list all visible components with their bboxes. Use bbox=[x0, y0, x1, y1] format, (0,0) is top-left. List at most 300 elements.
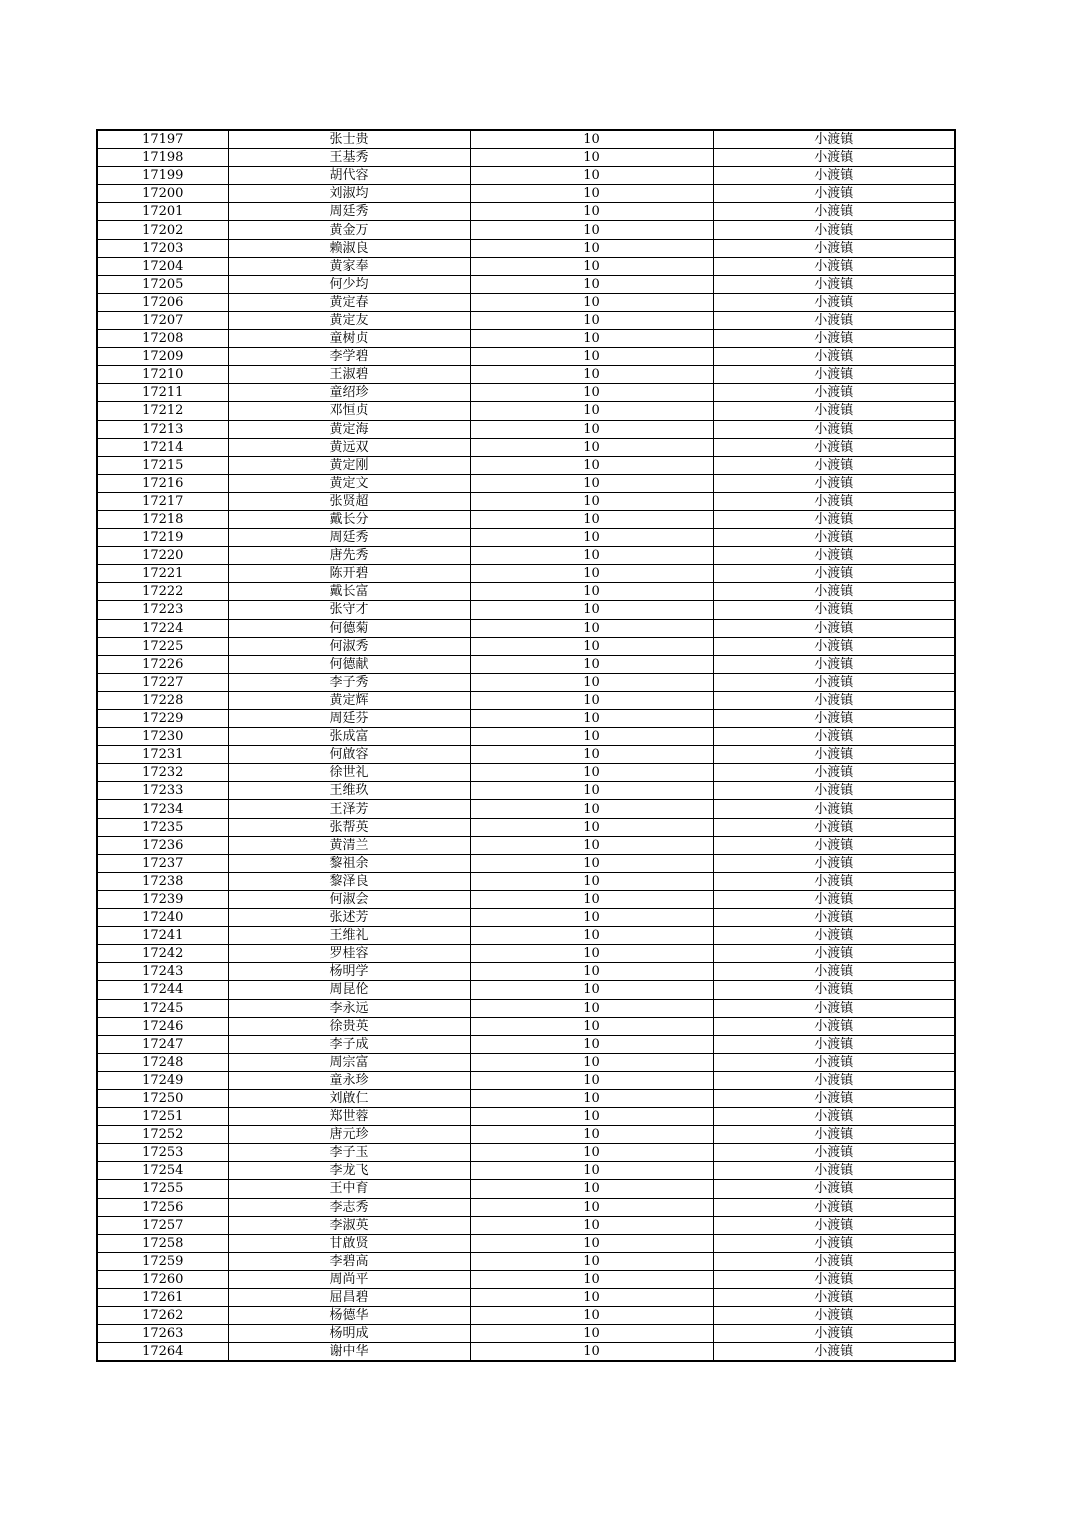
serial-number-cell: 17205 bbox=[97, 275, 228, 293]
name-cell: 戴长富 bbox=[228, 583, 470, 601]
serial-number-cell: 17240 bbox=[97, 909, 228, 927]
amount-cell: 10 bbox=[470, 348, 713, 366]
town-cell: 小渡镇 bbox=[713, 710, 955, 728]
amount-cell: 10 bbox=[470, 1162, 713, 1180]
serial-number-cell: 17247 bbox=[97, 1035, 228, 1053]
town-cell: 小渡镇 bbox=[713, 746, 955, 764]
serial-number-cell: 17218 bbox=[97, 510, 228, 528]
name-cell: 王中育 bbox=[228, 1180, 470, 1198]
town-cell: 小渡镇 bbox=[713, 1162, 955, 1180]
serial-number-cell: 17201 bbox=[97, 203, 228, 221]
table-row bbox=[97, 655, 955, 673]
serial-number-cell: 17251 bbox=[97, 1108, 228, 1126]
name-cell: 黄金万 bbox=[228, 221, 470, 239]
town-cell: 小渡镇 bbox=[713, 130, 955, 149]
amount-cell: 10 bbox=[470, 456, 713, 474]
town-cell: 小渡镇 bbox=[713, 167, 955, 185]
serial-number-cell: 17225 bbox=[97, 637, 228, 655]
table-row bbox=[97, 1325, 955, 1343]
name-cell: 童绍珍 bbox=[228, 384, 470, 402]
amount-cell: 10 bbox=[470, 909, 713, 927]
amount-cell: 10 bbox=[470, 1035, 713, 1053]
name-cell: 何淑秀 bbox=[228, 637, 470, 655]
name-cell: 张守才 bbox=[228, 601, 470, 619]
table-row bbox=[97, 909, 955, 927]
serial-number-cell: 17212 bbox=[97, 402, 228, 420]
amount-cell: 10 bbox=[470, 1252, 713, 1270]
amount-cell: 10 bbox=[470, 1234, 713, 1252]
table-row bbox=[97, 1053, 955, 1071]
amount-cell: 10 bbox=[470, 1198, 713, 1216]
name-cell: 黄家奉 bbox=[228, 257, 470, 275]
amount-cell: 10 bbox=[470, 1144, 713, 1162]
table-row bbox=[97, 746, 955, 764]
serial-number-cell: 17220 bbox=[97, 547, 228, 565]
table-row bbox=[97, 510, 955, 528]
table-row bbox=[97, 384, 955, 402]
table-row bbox=[97, 890, 955, 908]
serial-number-cell: 17254 bbox=[97, 1162, 228, 1180]
amount-cell: 10 bbox=[470, 529, 713, 547]
amount-cell: 10 bbox=[470, 673, 713, 691]
table-row bbox=[97, 311, 955, 329]
name-cell: 戴长分 bbox=[228, 510, 470, 528]
name-cell: 何少均 bbox=[228, 275, 470, 293]
table-row bbox=[97, 601, 955, 619]
serial-number-cell: 17221 bbox=[97, 565, 228, 583]
town-cell: 小渡镇 bbox=[713, 1216, 955, 1234]
name-cell: 周廷芬 bbox=[228, 710, 470, 728]
town-cell: 小渡镇 bbox=[713, 348, 955, 366]
town-cell: 小渡镇 bbox=[713, 510, 955, 528]
serial-number-cell: 17260 bbox=[97, 1270, 228, 1288]
roster-table-body bbox=[97, 130, 955, 1361]
serial-number-cell: 17256 bbox=[97, 1198, 228, 1216]
table-row bbox=[97, 945, 955, 963]
town-cell: 小渡镇 bbox=[713, 999, 955, 1017]
town-cell: 小渡镇 bbox=[713, 275, 955, 293]
table-row bbox=[97, 1216, 955, 1234]
amount-cell: 10 bbox=[470, 438, 713, 456]
name-cell: 王泽芳 bbox=[228, 800, 470, 818]
serial-number-cell: 17199 bbox=[97, 167, 228, 185]
serial-number-cell: 17197 bbox=[97, 130, 228, 149]
name-cell: 李龙飞 bbox=[228, 1162, 470, 1180]
serial-number-cell: 17248 bbox=[97, 1053, 228, 1071]
name-cell: 李永远 bbox=[228, 999, 470, 1017]
town-cell: 小渡镇 bbox=[713, 239, 955, 257]
name-cell: 张述芳 bbox=[228, 909, 470, 927]
amount-cell: 10 bbox=[470, 710, 713, 728]
table-row bbox=[97, 981, 955, 999]
name-cell: 王淑碧 bbox=[228, 366, 470, 384]
serial-number-cell: 17253 bbox=[97, 1144, 228, 1162]
town-cell: 小渡镇 bbox=[713, 221, 955, 239]
serial-number-cell: 17234 bbox=[97, 800, 228, 818]
town-cell: 小渡镇 bbox=[713, 149, 955, 167]
amount-cell: 10 bbox=[470, 872, 713, 890]
town-cell: 小渡镇 bbox=[713, 1289, 955, 1307]
table-row bbox=[97, 130, 955, 149]
table-row bbox=[97, 221, 955, 239]
table-row bbox=[97, 203, 955, 221]
table-row bbox=[97, 1035, 955, 1053]
name-cell: 陈开碧 bbox=[228, 565, 470, 583]
amount-cell: 10 bbox=[470, 1180, 713, 1198]
amount-cell: 10 bbox=[470, 130, 713, 149]
name-cell: 张贤超 bbox=[228, 492, 470, 510]
table-row bbox=[97, 1071, 955, 1089]
name-cell: 杨德华 bbox=[228, 1307, 470, 1325]
town-cell: 小渡镇 bbox=[713, 836, 955, 854]
town-cell: 小渡镇 bbox=[713, 1108, 955, 1126]
town-cell: 小渡镇 bbox=[713, 456, 955, 474]
town-cell: 小渡镇 bbox=[713, 420, 955, 438]
serial-number-cell: 17217 bbox=[97, 492, 228, 510]
roster-table bbox=[96, 129, 956, 1362]
town-cell: 小渡镇 bbox=[713, 1343, 955, 1362]
amount-cell: 10 bbox=[470, 492, 713, 510]
town-cell: 小渡镇 bbox=[713, 402, 955, 420]
serial-number-cell: 17231 bbox=[97, 746, 228, 764]
serial-number-cell: 17258 bbox=[97, 1234, 228, 1252]
name-cell: 李淑英 bbox=[228, 1216, 470, 1234]
table-row bbox=[97, 1252, 955, 1270]
town-cell: 小渡镇 bbox=[713, 330, 955, 348]
name-cell: 李学碧 bbox=[228, 348, 470, 366]
table-row bbox=[97, 1234, 955, 1252]
table-row bbox=[97, 1289, 955, 1307]
serial-number-cell: 17214 bbox=[97, 438, 228, 456]
name-cell: 张帮英 bbox=[228, 818, 470, 836]
serial-number-cell: 17226 bbox=[97, 655, 228, 673]
serial-number-cell: 17237 bbox=[97, 854, 228, 872]
amount-cell: 10 bbox=[470, 330, 713, 348]
name-cell: 黄远双 bbox=[228, 438, 470, 456]
town-cell: 小渡镇 bbox=[713, 764, 955, 782]
table-row bbox=[97, 565, 955, 583]
serial-number-cell: 17239 bbox=[97, 890, 228, 908]
name-cell: 赖淑良 bbox=[228, 239, 470, 257]
amount-cell: 10 bbox=[470, 927, 713, 945]
amount-cell: 10 bbox=[470, 1053, 713, 1071]
town-cell: 小渡镇 bbox=[713, 945, 955, 963]
amount-cell: 10 bbox=[470, 601, 713, 619]
table-row bbox=[97, 691, 955, 709]
table-row bbox=[97, 1162, 955, 1180]
name-cell: 李碧高 bbox=[228, 1252, 470, 1270]
name-cell: 周宗富 bbox=[228, 1053, 470, 1071]
table-row bbox=[97, 366, 955, 384]
table-row bbox=[97, 1270, 955, 1288]
serial-number-cell: 17262 bbox=[97, 1307, 228, 1325]
table-row bbox=[97, 529, 955, 547]
amount-cell: 10 bbox=[470, 1126, 713, 1144]
name-cell: 周廷秀 bbox=[228, 529, 470, 547]
name-cell: 周廷秀 bbox=[228, 203, 470, 221]
serial-number-cell: 17219 bbox=[97, 529, 228, 547]
table-row bbox=[97, 854, 955, 872]
serial-number-cell: 17210 bbox=[97, 366, 228, 384]
town-cell: 小渡镇 bbox=[713, 529, 955, 547]
amount-cell: 10 bbox=[470, 420, 713, 438]
town-cell: 小渡镇 bbox=[713, 927, 955, 945]
table-row bbox=[97, 547, 955, 565]
name-cell: 黄定春 bbox=[228, 293, 470, 311]
table-row bbox=[97, 167, 955, 185]
name-cell: 黄定辉 bbox=[228, 691, 470, 709]
table-row bbox=[97, 1017, 955, 1035]
town-cell: 小渡镇 bbox=[713, 601, 955, 619]
town-cell: 小渡镇 bbox=[713, 492, 955, 510]
town-cell: 小渡镇 bbox=[713, 474, 955, 492]
amount-cell: 10 bbox=[470, 655, 713, 673]
amount-cell: 10 bbox=[470, 854, 713, 872]
serial-number-cell: 17261 bbox=[97, 1289, 228, 1307]
serial-number-cell: 17215 bbox=[97, 456, 228, 474]
amount-cell: 10 bbox=[470, 782, 713, 800]
name-cell: 黄定友 bbox=[228, 311, 470, 329]
name-cell: 胡代容 bbox=[228, 167, 470, 185]
serial-number-cell: 17229 bbox=[97, 710, 228, 728]
serial-number-cell: 17208 bbox=[97, 330, 228, 348]
name-cell: 何德菊 bbox=[228, 619, 470, 637]
table-row bbox=[97, 275, 955, 293]
serial-number-cell: 17207 bbox=[97, 311, 228, 329]
table-row bbox=[97, 456, 955, 474]
name-cell: 郑世蓉 bbox=[228, 1108, 470, 1126]
table-row bbox=[97, 330, 955, 348]
serial-number-cell: 17213 bbox=[97, 420, 228, 438]
name-cell: 童树贞 bbox=[228, 330, 470, 348]
serial-number-cell: 17232 bbox=[97, 764, 228, 782]
town-cell: 小渡镇 bbox=[713, 384, 955, 402]
serial-number-cell: 17259 bbox=[97, 1252, 228, 1270]
town-cell: 小渡镇 bbox=[713, 1035, 955, 1053]
table-row bbox=[97, 1144, 955, 1162]
town-cell: 小渡镇 bbox=[713, 293, 955, 311]
amount-cell: 10 bbox=[470, 203, 713, 221]
amount-cell: 10 bbox=[470, 293, 713, 311]
table-row bbox=[97, 149, 955, 167]
amount-cell: 10 bbox=[470, 510, 713, 528]
serial-number-cell: 17202 bbox=[97, 221, 228, 239]
table-row bbox=[97, 583, 955, 601]
name-cell: 甘啟贤 bbox=[228, 1234, 470, 1252]
amount-cell: 10 bbox=[470, 547, 713, 565]
table-row bbox=[97, 872, 955, 890]
serial-number-cell: 17230 bbox=[97, 728, 228, 746]
name-cell: 谢中华 bbox=[228, 1343, 470, 1362]
table-row bbox=[97, 999, 955, 1017]
table-row bbox=[97, 836, 955, 854]
name-cell: 杨明学 bbox=[228, 963, 470, 981]
town-cell: 小渡镇 bbox=[713, 366, 955, 384]
town-cell: 小渡镇 bbox=[713, 728, 955, 746]
town-cell: 小渡镇 bbox=[713, 782, 955, 800]
amount-cell: 10 bbox=[470, 1343, 713, 1362]
table-row bbox=[97, 673, 955, 691]
amount-cell: 10 bbox=[470, 637, 713, 655]
serial-number-cell: 17211 bbox=[97, 384, 228, 402]
table-row bbox=[97, 728, 955, 746]
serial-number-cell: 17255 bbox=[97, 1180, 228, 1198]
table-row bbox=[97, 185, 955, 203]
town-cell: 小渡镇 bbox=[713, 909, 955, 927]
amount-cell: 10 bbox=[470, 963, 713, 981]
town-cell: 小渡镇 bbox=[713, 257, 955, 275]
name-cell: 李志秀 bbox=[228, 1198, 470, 1216]
table-row bbox=[97, 818, 955, 836]
serial-number-cell: 17250 bbox=[97, 1089, 228, 1107]
town-cell: 小渡镇 bbox=[713, 637, 955, 655]
town-cell: 小渡镇 bbox=[713, 203, 955, 221]
serial-number-cell: 17206 bbox=[97, 293, 228, 311]
serial-number-cell: 17244 bbox=[97, 981, 228, 999]
amount-cell: 10 bbox=[470, 185, 713, 203]
table-row bbox=[97, 963, 955, 981]
amount-cell: 10 bbox=[470, 746, 713, 764]
town-cell: 小渡镇 bbox=[713, 1053, 955, 1071]
table-row bbox=[97, 1343, 955, 1362]
amount-cell: 10 bbox=[470, 1307, 713, 1325]
town-cell: 小渡镇 bbox=[713, 1017, 955, 1035]
name-cell: 黎泽良 bbox=[228, 872, 470, 890]
town-cell: 小渡镇 bbox=[713, 1180, 955, 1198]
amount-cell: 10 bbox=[470, 275, 713, 293]
table-row bbox=[97, 1180, 955, 1198]
amount-cell: 10 bbox=[470, 1270, 713, 1288]
amount-cell: 10 bbox=[470, 818, 713, 836]
town-cell: 小渡镇 bbox=[713, 619, 955, 637]
amount-cell: 10 bbox=[470, 999, 713, 1017]
town-cell: 小渡镇 bbox=[713, 1126, 955, 1144]
amount-cell: 10 bbox=[470, 1325, 713, 1343]
amount-cell: 10 bbox=[470, 402, 713, 420]
name-cell: 李子成 bbox=[228, 1035, 470, 1053]
name-cell: 邓恒贞 bbox=[228, 402, 470, 420]
serial-number-cell: 17246 bbox=[97, 1017, 228, 1035]
serial-number-cell: 17241 bbox=[97, 927, 228, 945]
table-row bbox=[97, 1108, 955, 1126]
amount-cell: 10 bbox=[470, 728, 713, 746]
amount-cell: 10 bbox=[470, 583, 713, 601]
serial-number-cell: 17245 bbox=[97, 999, 228, 1017]
amount-cell: 10 bbox=[470, 890, 713, 908]
town-cell: 小渡镇 bbox=[713, 583, 955, 601]
name-cell: 何淑会 bbox=[228, 890, 470, 908]
table-row bbox=[97, 782, 955, 800]
name-cell: 张成富 bbox=[228, 728, 470, 746]
serial-number-cell: 17222 bbox=[97, 583, 228, 601]
name-cell: 刘啟仁 bbox=[228, 1089, 470, 1107]
table-row bbox=[97, 619, 955, 637]
serial-number-cell: 17227 bbox=[97, 673, 228, 691]
town-cell: 小渡镇 bbox=[713, 1089, 955, 1107]
serial-number-cell: 17224 bbox=[97, 619, 228, 637]
serial-number-cell: 17209 bbox=[97, 348, 228, 366]
amount-cell: 10 bbox=[470, 149, 713, 167]
serial-number-cell: 17203 bbox=[97, 239, 228, 257]
name-cell: 何德献 bbox=[228, 655, 470, 673]
amount-cell: 10 bbox=[470, 221, 713, 239]
name-cell: 王维礼 bbox=[228, 927, 470, 945]
serial-number-cell: 17263 bbox=[97, 1325, 228, 1343]
name-cell: 唐元珍 bbox=[228, 1126, 470, 1144]
town-cell: 小渡镇 bbox=[713, 1198, 955, 1216]
amount-cell: 10 bbox=[470, 764, 713, 782]
town-cell: 小渡镇 bbox=[713, 1270, 955, 1288]
town-cell: 小渡镇 bbox=[713, 1234, 955, 1252]
name-cell: 李子秀 bbox=[228, 673, 470, 691]
amount-cell: 10 bbox=[470, 619, 713, 637]
table-row bbox=[97, 1089, 955, 1107]
amount-cell: 10 bbox=[470, 1017, 713, 1035]
name-cell: 杨明成 bbox=[228, 1325, 470, 1343]
serial-number-cell: 17228 bbox=[97, 691, 228, 709]
name-cell: 何啟容 bbox=[228, 746, 470, 764]
name-cell: 徐贵英 bbox=[228, 1017, 470, 1035]
amount-cell: 10 bbox=[470, 1089, 713, 1107]
serial-number-cell: 17264 bbox=[97, 1343, 228, 1362]
name-cell: 黄定刚 bbox=[228, 456, 470, 474]
name-cell: 童永珍 bbox=[228, 1071, 470, 1089]
name-cell: 罗桂容 bbox=[228, 945, 470, 963]
amount-cell: 10 bbox=[470, 384, 713, 402]
name-cell: 黎祖余 bbox=[228, 854, 470, 872]
town-cell: 小渡镇 bbox=[713, 890, 955, 908]
amount-cell: 10 bbox=[470, 1071, 713, 1089]
town-cell: 小渡镇 bbox=[713, 854, 955, 872]
town-cell: 小渡镇 bbox=[713, 691, 955, 709]
serial-number-cell: 17233 bbox=[97, 782, 228, 800]
town-cell: 小渡镇 bbox=[713, 872, 955, 890]
town-cell: 小渡镇 bbox=[713, 655, 955, 673]
name-cell: 唐先秀 bbox=[228, 547, 470, 565]
serial-number-cell: 17204 bbox=[97, 257, 228, 275]
amount-cell: 10 bbox=[470, 474, 713, 492]
table-row bbox=[97, 927, 955, 945]
town-cell: 小渡镇 bbox=[713, 981, 955, 999]
table-row bbox=[97, 348, 955, 366]
serial-number-cell: 17249 bbox=[97, 1071, 228, 1089]
amount-cell: 10 bbox=[470, 691, 713, 709]
table-row bbox=[97, 492, 955, 510]
table-row bbox=[97, 438, 955, 456]
name-cell: 黄清兰 bbox=[228, 836, 470, 854]
serial-number-cell: 17252 bbox=[97, 1126, 228, 1144]
table-row bbox=[97, 1198, 955, 1216]
table-row bbox=[97, 637, 955, 655]
name-cell: 王基秀 bbox=[228, 149, 470, 167]
table-row bbox=[97, 239, 955, 257]
name-cell: 黄定文 bbox=[228, 474, 470, 492]
serial-number-cell: 17198 bbox=[97, 149, 228, 167]
town-cell: 小渡镇 bbox=[713, 547, 955, 565]
amount-cell: 10 bbox=[470, 257, 713, 275]
amount-cell: 10 bbox=[470, 167, 713, 185]
town-cell: 小渡镇 bbox=[713, 1325, 955, 1343]
town-cell: 小渡镇 bbox=[713, 1144, 955, 1162]
name-cell: 刘淑均 bbox=[228, 185, 470, 203]
table-row bbox=[97, 402, 955, 420]
table-row bbox=[97, 800, 955, 818]
table-row bbox=[97, 257, 955, 275]
serial-number-cell: 17223 bbox=[97, 601, 228, 619]
serial-number-cell: 17236 bbox=[97, 836, 228, 854]
table-row bbox=[97, 293, 955, 311]
town-cell: 小渡镇 bbox=[713, 818, 955, 836]
